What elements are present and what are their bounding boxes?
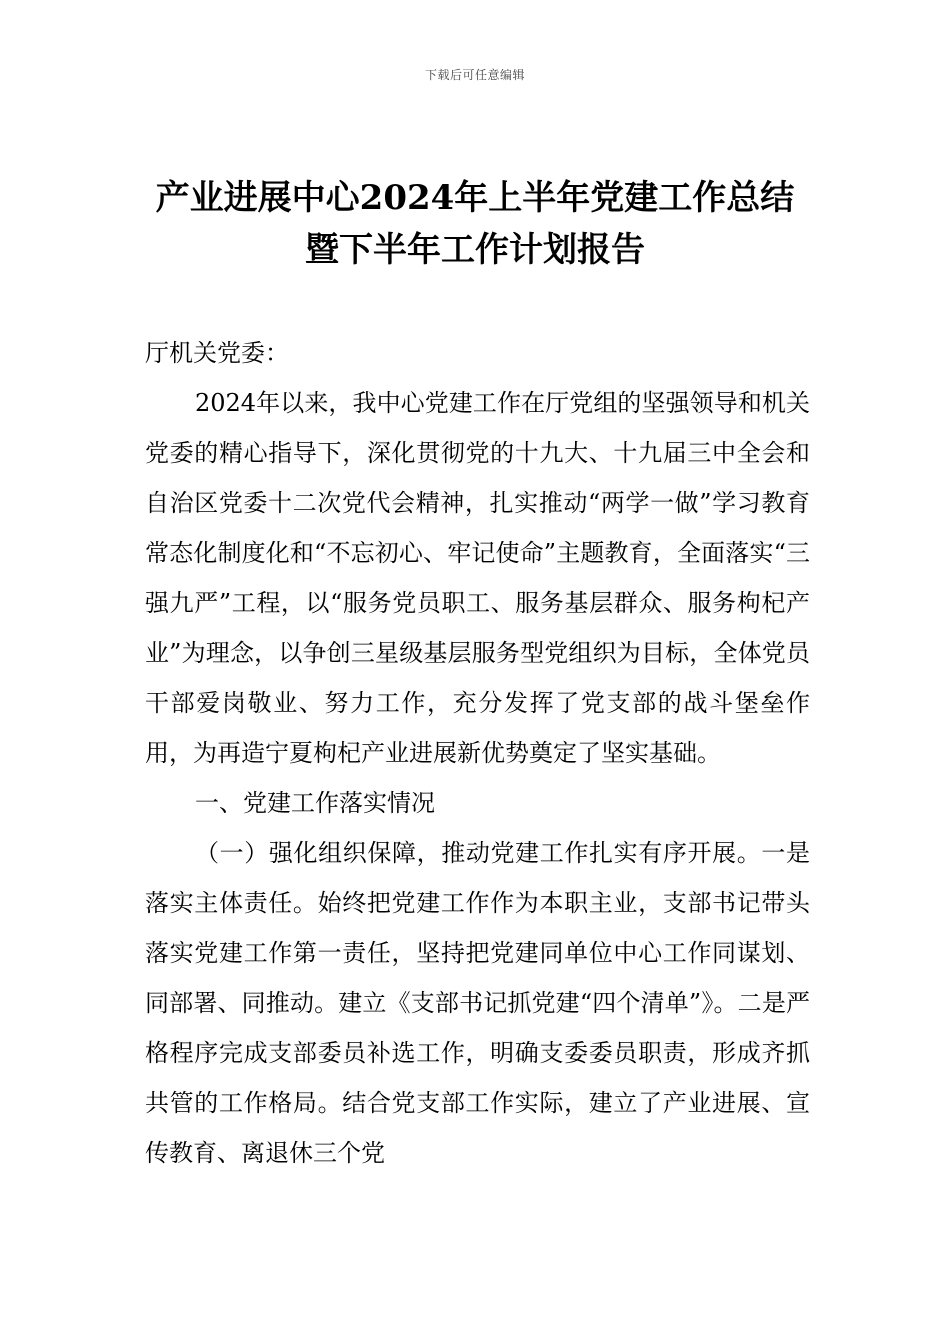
- header-note: 下载后可任意编辑: [424, 68, 525, 82]
- title-line-2: 暨下半年工作计划报告: [305, 230, 645, 270]
- section-heading: 一、党建工作落实情况: [195, 789, 435, 817]
- title-line-1: 产业进展中心2024年上半年党建工作总结: [155, 178, 795, 218]
- paragraph-intro: 2024年以来，我中心党建工作在厅党组的坚强领导和机关党委的精心指导下，深化贯彻党的十九大、十九届三中全会和自治区党委十二次党代会精神，扎实推动“两学一做”学习教育常态化制度化和“不忘初心、牢记使命”主题教育，全面落实“三强九严”工程，以“服务党员职工、服务基层群众、服务枸杞产业”为理念，以争创三星级基层服务型党组织为目标，全体党员干部爱岗敬业、努力工作，充分发挥了党支部的战斗堡垒作用，为再造宁夏枸杞产业进展新优势奠定了坚实基础。: [145, 389, 810, 767]
- document-title: [100, 172, 850, 276]
- paragraph-section-1: （一）强化组织保障，推动党建工作扎实有序开展。一是落实主体责任。始终把党建工作作为本职主业，支部书记带头落实党建工作第一责任，坚持把党建同单位中心工作同谋划、同部署、同推动。建立《支部书记抓党建“四个清单”》。二是严格程序完成支部委员补选工作，明确支委委员职责，形成齐抓共管的工作格局。结合党支部工作实际，建立了产业进展、宣传教育、离退休三个党: [145, 839, 810, 1167]
- document-body: [145, 328, 810, 1178]
- salutation: 厅机关党委：: [145, 339, 289, 367]
